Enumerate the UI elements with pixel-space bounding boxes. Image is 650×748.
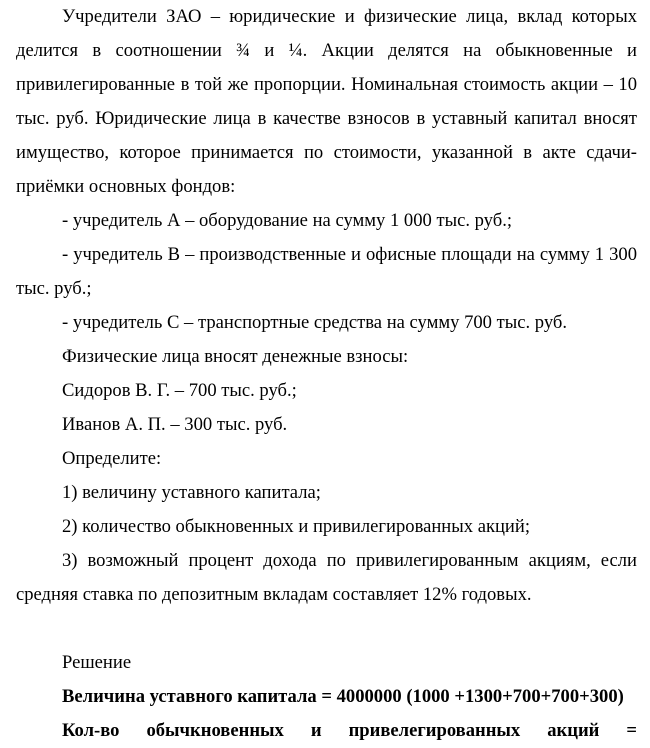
founder-c-item: - учредитель С – транспортные средства на сумму 700 тыс. руб. [62, 312, 567, 333]
individual-ivanov: Иванов А. П. – 300 тыс. руб. [62, 414, 288, 435]
spacer [16, 612, 637, 646]
individual-sidorov: Сидоров В. Г. – 700 тыс. руб.; [62, 380, 297, 401]
document-body [16, 0, 637, 748]
task-item-3: 3) возможный процент дохода по привилегированным акциям, если средняя ставка по депозитным вкладам составляет 12% годовых. [16, 550, 637, 605]
intro-paragraph: Учредители ЗАО – юридические и физические лица, вклад которых делится в соотношении ¾ и ¼. Акции делятся на обыкновенные и привилегированные в той же пропорции. Номинальная стоимость акции – 10 тыс. руб. Юридические лица в качестве взносов в уставный капитал вносят имущество, которое принимается по стоимости, указанной в акте сдачи-приёмки основных фондов: [16, 6, 637, 197]
task-item-2: 2) количество обыкновенных и привилегированных акций; [62, 516, 531, 537]
solution-heading: Решение [62, 652, 132, 673]
task-heading: Определите: [62, 448, 162, 469]
solution-shares-line: Кол-во обычкновенных и привелегированных акций = [62, 720, 637, 741]
founder-b-item: - учредитель В – производственные и офисные площади на сумму 1 300 тыс. руб.; [16, 244, 637, 299]
founder-a-item: - учредитель А – оборудование на сумму 1 000 тыс. руб.; [62, 210, 513, 231]
task-item-1: 1) величину уставного капитала; [62, 482, 321, 503]
individuals-intro: Физические лица вносят денежные взносы: [62, 346, 409, 367]
solution-capital-line: Величина уставного капитала = 4000000 (1000 +1300+700+700+300) [62, 686, 624, 707]
